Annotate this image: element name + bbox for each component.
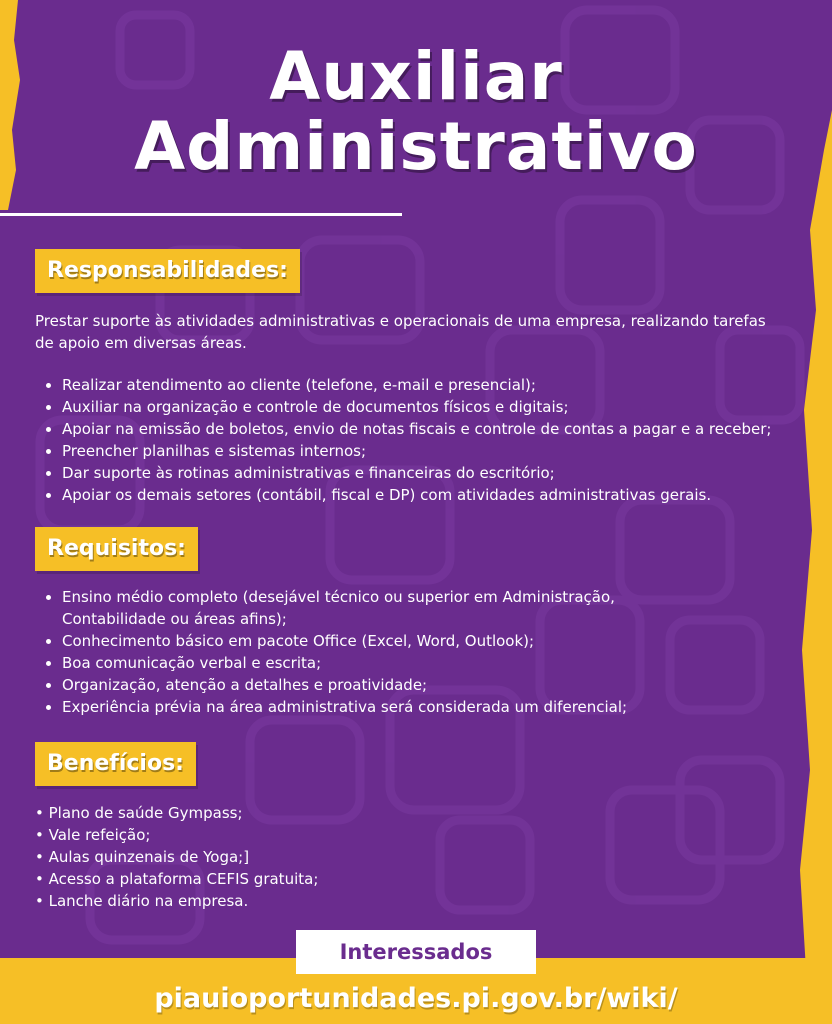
responsibilities-list <box>35 374 822 506</box>
list-item: • Lanche diário na empresa. <box>35 892 249 910</box>
list-item: • Organização, atenção a detalhes e proatividade; <box>62 674 622 696</box>
responsibilities-intro: Prestar suporte às atividades administrativas e operacionais de uma empresa, realizando tarefas de apoio em diversas áreas. <box>35 312 766 352</box>
title-line-1: Auxiliar <box>269 38 563 115</box>
interested-button[interactable]: Interessados <box>296 930 536 974</box>
list-item: • Aulas quinzenais de Yoga;] <box>35 848 250 866</box>
list-item: • Preencher planilhas e sistemas internos; <box>62 440 822 462</box>
list-item: • Conhecimento básico em pacote Office (Excel, Word, Outlook); <box>62 630 622 652</box>
page-title <box>0 38 832 185</box>
requirements-list <box>35 586 628 718</box>
requirements-heading: Requisitos: <box>35 527 198 571</box>
website-link[interactable]: piauioportunidades.pi.gov.br/wiki/ <box>154 983 678 1014</box>
list-item: • Realizar atendimento ao cliente (telefone, e-mail e presencial); <box>62 374 822 396</box>
benefits-list <box>35 802 535 912</box>
list-item: • Vale refeição; <box>35 826 151 844</box>
list-item: • Boa comunicação verbal e escrita; <box>62 652 622 674</box>
list-item: • Dar suporte às rotinas administrativas e financeiras do escritório; <box>62 462 822 484</box>
title-line-2: Administrativo <box>134 108 698 185</box>
list-item: • Plano de saúde Gympass; <box>35 804 243 822</box>
list-item: • Ensino médio completo (desejável técnico ou superior em Administração, Contabilidade ou áreas afins); <box>62 586 622 630</box>
list-item: • Experiência prévia na área administrativa será considerada um diferencial; <box>62 696 622 718</box>
list-item: • Apoiar na emissão de boletos, envio de notas fiscais e controle de contas a pagar e a receber; <box>62 418 822 440</box>
list-item: • Apoiar os demais setores (contábil, fiscal e DP) com atividades administrativas gerais. <box>62 484 822 506</box>
responsibilities-heading: Responsabilidades: <box>35 249 300 293</box>
list-item: • Acesso a plataforma CEFIS gratuita; <box>35 870 319 888</box>
title-divider <box>0 213 402 216</box>
right-brush-stroke <box>796 110 832 970</box>
list-item: • Auxiliar na organização e controle de documentos físicos e digitais; <box>62 396 822 418</box>
benefits-heading: Benefícios: <box>35 742 196 786</box>
